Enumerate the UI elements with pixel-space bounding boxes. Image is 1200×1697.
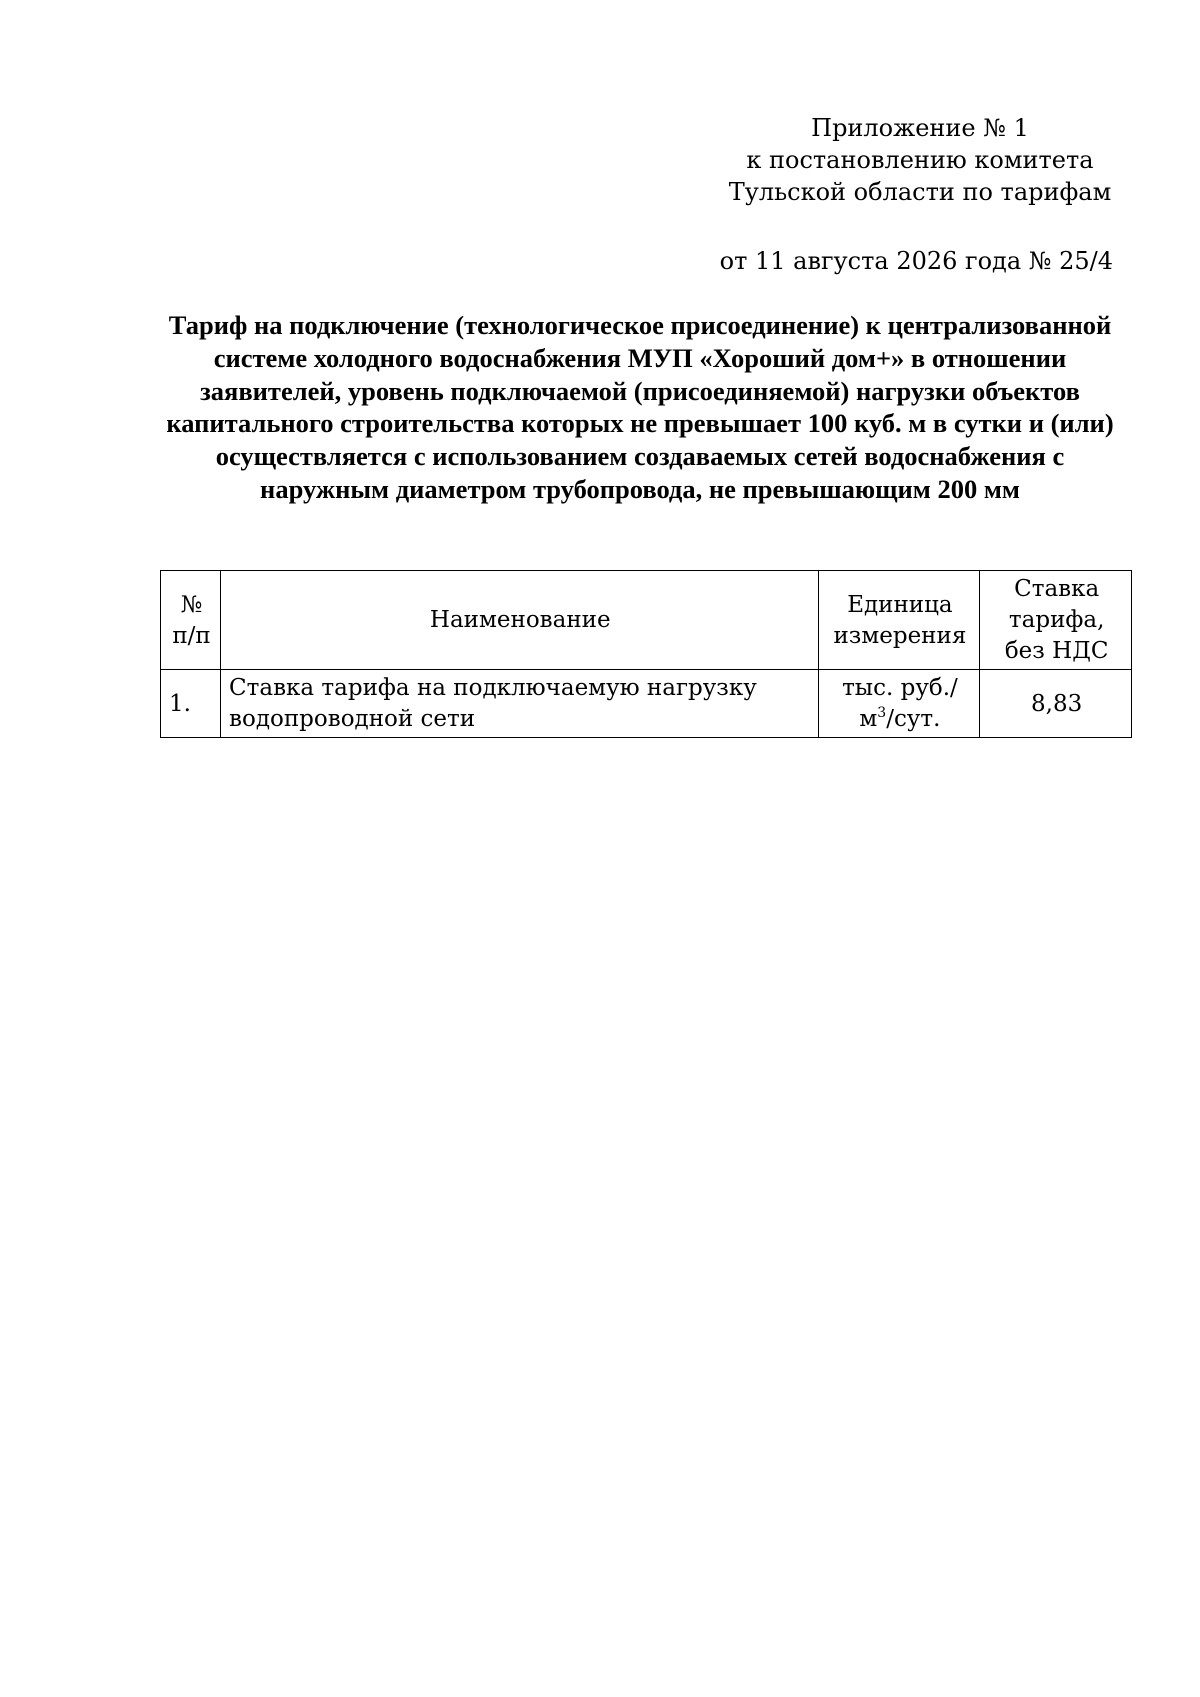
row-name-line2: водопроводной сети (229, 706, 476, 732)
header-unit (818, 571, 980, 670)
header-number (161, 571, 221, 670)
header-unit-line2: измерения (833, 622, 967, 649)
row-unit (818, 670, 980, 738)
header-rate-line3: без НДС (1004, 638, 1109, 664)
appendix-header (700, 112, 1140, 208)
header-number-sign: № (180, 591, 203, 618)
row-rate: 8,83 (980, 670, 1132, 738)
row-name-line1: Ставка тарифа на подключаемую нагрузку (229, 675, 757, 701)
header-rate-line1: Ставка (1014, 576, 1100, 602)
row-unit-rest: /сут. (886, 706, 941, 732)
row-unit-base: м (859, 706, 878, 732)
row-number: 1. (161, 670, 221, 738)
table-row (161, 670, 1132, 738)
appendix-reference: к постановлению комитета (746, 146, 1094, 174)
tariff-table (160, 570, 1132, 738)
row-name (221, 670, 818, 738)
row-unit-line1: тыс. руб./ (842, 675, 958, 701)
document-title: Тариф на подключение (технологическое присоединение) к централизованной системе холодного водоснабжения МУП «Хороший дом+» в отношении заявителей, уровень подключаемой (присоединяемой) нагрузки объектов капитального строительства которых не превышает 100 куб. м в сутки и (или) осуществляется с использованием создаваемых сетей водоснабжения с наружным диаметром трубопровода, не превышающим 200 мм (166, 310, 1114, 504)
header-name: Наименование (221, 571, 818, 670)
header-rate-line2: тарифа, (1008, 607, 1105, 633)
row-unit-superscript: 3 (877, 705, 887, 721)
resolution-date: от 11 августа 2026 года № 25/4 (719, 247, 1113, 275)
header-number-label: п/п (172, 622, 211, 649)
appendix-number: Приложение № 1 (811, 114, 1029, 142)
table-header-row (161, 571, 1132, 670)
appendix-authority: Тульской области по тарифам (728, 178, 1112, 206)
header-unit-line1: Единица (847, 591, 953, 618)
header-rate (980, 571, 1132, 670)
